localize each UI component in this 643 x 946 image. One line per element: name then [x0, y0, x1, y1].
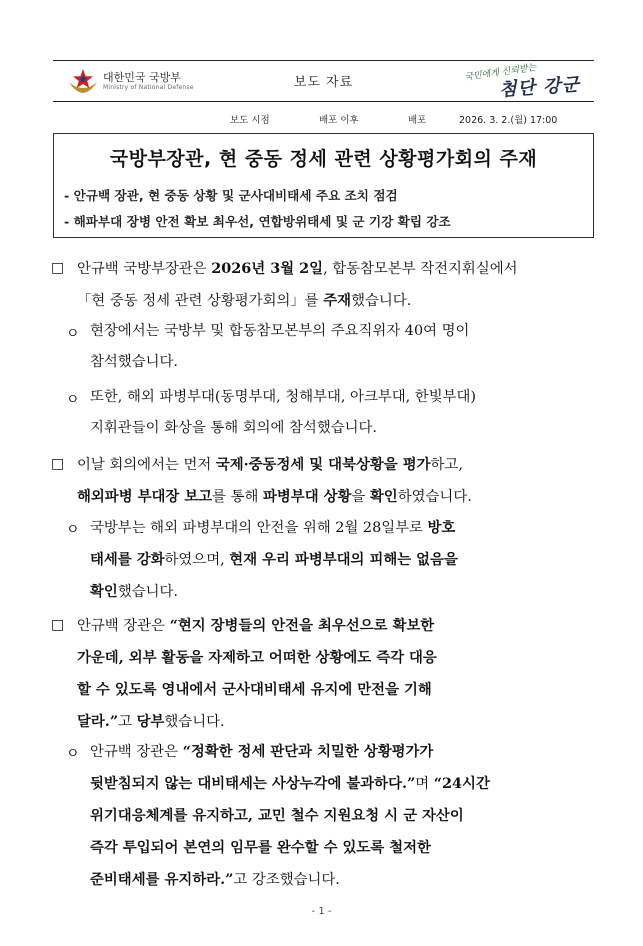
paragraph-1	[77, 253, 518, 317]
slogan-logo: 첨단 강군	[498, 74, 581, 101]
text-line: 현장에서는 국방부 및 합동참모본부의 주요직위자 40여 명이	[90, 323, 470, 339]
square-bullet-icon: □	[51, 260, 65, 276]
text-run: 당부	[136, 713, 165, 730]
document-title: 국방부장관, 현 중동 정세 관련 상황평가회의 주재	[109, 148, 538, 170]
paragraph-2	[77, 449, 472, 513]
text-run: 뒷받침되지 않는 대비태세는 사상누각에 불과하다.”	[90, 775, 416, 792]
text-run: 했습니다.	[351, 293, 412, 309]
text-run: “24시간	[433, 775, 490, 792]
circle-bullet-icon: ㅇ	[66, 522, 80, 538]
text-run: 준비태세를 유지하라.”	[90, 871, 234, 888]
paragraph-3	[77, 610, 437, 738]
text-run: 「현 중동 정세 관련 상황평가회의」를	[77, 293, 324, 309]
text-run: “정확한 정세 판단과 치밀한 상황평가가	[182, 743, 434, 760]
paragraph-2-sub-1	[90, 512, 458, 608]
text-run: 파병부대 상황	[263, 488, 352, 505]
subtitle-2: - 해파부대 장병 안전 확보 최우선, 연합방위태세 및 군 기강 확립 강조	[64, 214, 451, 229]
text-line: 위기대응체계를 유지하고, 교민 철수 지원요청 시 군 자산이	[90, 807, 464, 824]
text-run: 안규백 국방부장관은	[77, 261, 212, 277]
text-run: 하고,	[430, 457, 463, 473]
circle-bullet-icon: ㅇ	[66, 746, 80, 762]
text-line: 또한, 해외 파병부대(동명부대, 청해부대, 아크부대, 한빛부대)	[90, 389, 477, 405]
text-run: 국제·중동정세 및 대북상황을 평가	[215, 456, 431, 473]
text-run: 고 강조했습니다.	[233, 872, 340, 888]
circle-bullet-icon: ㅇ	[66, 392, 80, 408]
text-run: “현지 장병들의 안전을 최우선으로 확보한	[169, 617, 435, 634]
text-run: 하였으며,	[164, 552, 230, 568]
text-run: 현재 우리 파병부대의 피해는 없음을	[229, 551, 458, 568]
text-run: 안규백 장관은	[77, 618, 170, 634]
text-run: , 합동참모본부 작전지휘실에서	[323, 261, 518, 277]
page-number: - 1 -	[311, 906, 332, 917]
square-bullet-icon: □	[51, 456, 65, 472]
ministry-name-english: Ministry of National Defense	[103, 84, 194, 91]
paragraph-1-sub-1	[90, 316, 469, 378]
text-line: 지휘관들이 화상을 통해 회의에 참석했습니다.	[90, 420, 377, 436]
circle-bullet-icon: ㅇ	[66, 326, 80, 342]
text-run: 을	[351, 489, 370, 505]
subtitle-1: - 안규백 장관, 현 중동 상황 및 군사대비태세 주요 조치 점검	[64, 188, 398, 203]
text-run: 방호	[427, 519, 456, 536]
paragraph-3-sub-1	[90, 736, 490, 896]
text-run: 2026년 3월 2일	[211, 260, 324, 277]
text-line: 가운데, 외부 활동을 자제하고 어떠한 상황에도 즉각 대응	[77, 649, 437, 666]
paragraph-1-sub-2	[90, 382, 476, 444]
text-run: 확인	[369, 488, 398, 505]
text-run: 주재	[323, 292, 352, 309]
text-run: 를 통해	[212, 489, 263, 505]
text-run: 고	[118, 714, 137, 730]
text-run: 며	[415, 776, 434, 792]
text-run: 하였습니다.	[397, 489, 472, 505]
distribution-date: 2026. 3. 2.(월) 17:00	[459, 115, 558, 126]
text-run: 확인	[90, 583, 118, 600]
title-box	[53, 133, 594, 238]
document-type: 보도 자료	[293, 75, 354, 90]
slogan-small: 국민에게 신뢰받는	[463, 62, 537, 83]
text-run: 달라.”	[77, 713, 119, 730]
text-run: 태세를 강화	[90, 551, 165, 568]
text-line: 즉각 투입되어 본연의 임무를 완수할 수 있도록 철저한	[90, 839, 431, 856]
square-bullet-icon: □	[51, 617, 65, 633]
text-run: 이날 회의에서는 먼저	[77, 457, 216, 473]
text-run: 했습니다.	[164, 714, 225, 730]
ministry-name: 대한민국 국방부	[103, 71, 181, 84]
text-run: 안규백 장관은	[90, 744, 183, 760]
text-line: 할 수 있도록 영내에서 군사대비태세 유지에 만전을 기해	[77, 681, 432, 698]
report-time-value: 배포 이후	[319, 115, 359, 126]
text-run: 국방부는 해외 파병부대의 안전을 위해 2월 28일부로	[90, 520, 428, 536]
text-run: 했습니다.	[117, 584, 178, 600]
text-line: 참석했습니다.	[90, 354, 178, 370]
press-release-header	[53, 60, 594, 102]
distribution-label: 배포	[408, 115, 427, 126]
report-time-label: 보도 시점	[230, 115, 270, 126]
text-run: 해외파병 부대장 보고	[77, 488, 213, 505]
